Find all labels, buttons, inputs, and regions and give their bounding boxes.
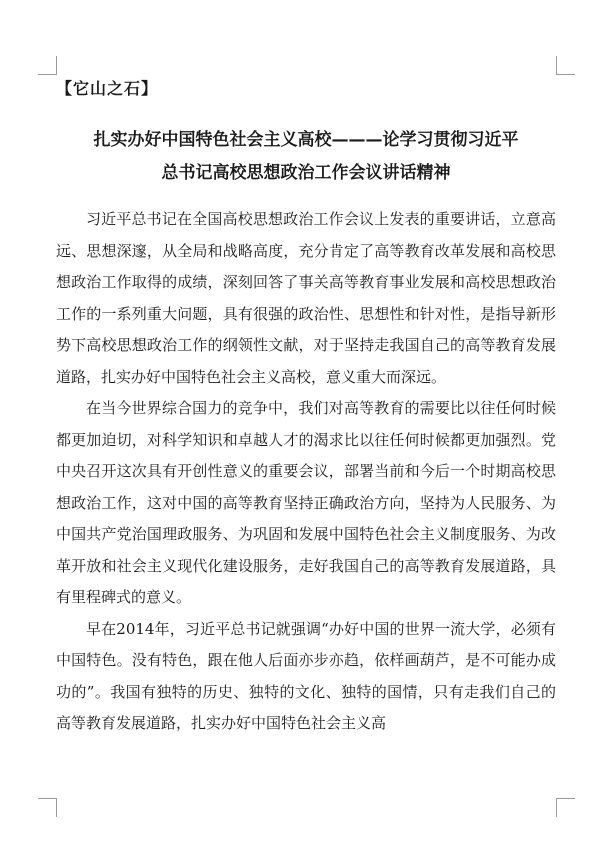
crop-mark-bottom-left [38, 798, 57, 817]
article-title-line-2: 总书记高校思想政治工作会议讲话精神 [161, 163, 451, 183]
crop-mark-top-right [556, 56, 575, 75]
article-title-line-1: 扎实办好中国特色社会主义高校———论学习贯彻习近平 [93, 130, 519, 150]
crop-mark-bottom-right [556, 798, 575, 817]
paragraph-1: 习近平总书记在全国高校思想政治工作会议上发表的重要讲话，立意高远、思想深邃，从全局和战略高度，充分肯定了高等教育改革发展和高校思想政治工作取得的成绩，深刻回答了事关高等教育事业发展和高校思想政治工作的一系列重大问题，具有很强的政治性、思想性和针对性，是指导新形势下高校思想政治工作的纲领性文献，对于坚持走我国自己的高等教育发展道路，扎实办好中国特色社会主义高校，意义重大而深远。 [56, 210, 556, 386]
article-title [56, 124, 556, 190]
paragraph-3: 早在2014年，习近平总书记就强调“办好中国的世界一流大学，必须有中国特色。没有特色，跟在他人后面亦步亦趋，依样画葫芦，是不可能办成功的”。我国有独特的历史、独特的文化、独特的国情，只有走我们自己的高等教育发展道路，扎实办好中国特色社会主义高 [56, 619, 556, 732]
section-tag: 【它山之石】 [56, 79, 159, 98]
article-body [56, 204, 556, 740]
paragraph-2: 在当今世界综合国力的竞争中，我们对高等教育的需要比以往任何时候都更加迫切，对科学知识和卓越人才的渴求比以往任何时候都更加强烈。党中央召开这次具有开创性意义的重要会议，部署当前和今后一个时期高校思想政治工作，这对中国的高等教育坚持正确政治方向，坚持为人民服务、为中国共产党治国理政服务、为巩固和发展中国特色社会主义制度服务、为改革开放和社会主义现代化建设服务，走好我国自己的高等教育发展道路，具有里程碑式的意义。 [56, 399, 556, 606]
crop-mark-top-left [38, 56, 57, 75]
